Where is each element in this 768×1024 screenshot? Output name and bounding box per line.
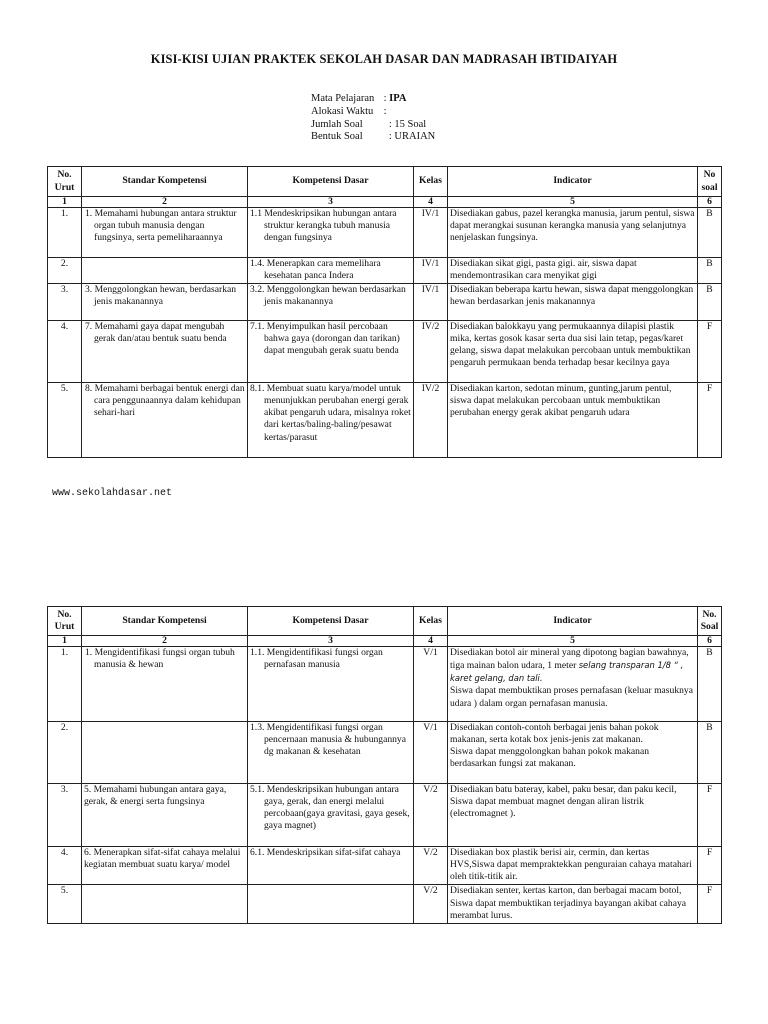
kelas: IV/1 [414, 208, 448, 258]
col-number: 6 [698, 636, 722, 647]
indicator [448, 722, 698, 784]
table-row [48, 784, 722, 847]
indicator: Disediakan beberapa kartu hewan, siswa dapat menggolongkan hewan berdasarkan jenis makanannya [448, 284, 698, 321]
row-number: 2. [48, 722, 82, 784]
table-row [48, 885, 722, 923]
kelas: IV/2 [414, 321, 448, 383]
standar-kompetensi: 1. Memahami hubungan antara struktur organ tubuh manusia dengan fungsinya, serta pemeliharaannya [82, 208, 248, 258]
indicator: Disediakan batu bateray, kabel, paku besar, dan paku kecil, Siswa dapat membuat magnet dengan aliran listrik (electromagnet ). [448, 784, 698, 847]
kelas: IV/1 [414, 258, 448, 284]
indicator: Disediakan balokkayu yang permukaannya dilapisi plastik mika, kertas gosok kasar serta dua sisi lain tetap, pegas/karet gelang, siswa dapat melakukan percobaan untuk membuktikan pengaruh permukaan benda terhadap besar kecilnya gaya [448, 321, 698, 383]
kompetensi-dasar: 1.1 Mendeskripsikan hubungan antara struktur kerangka tubuh manusia dengan fungsinya [248, 208, 414, 258]
indicator: Disediakan karton, sedotan minum, gunting,jarum pentul, siswa dapat melakukan percobaan untuk membuktikan perubahan energy gerak akibat pengaruh udara [448, 383, 698, 458]
table-row [48, 722, 722, 784]
row-number: 1. [48, 208, 82, 258]
indicator: Disediakan senter, kertas karton, dan berbagai macam botol, Siswa dapat membuktikan terjadinya bayangan akibat cahaya merambat lurus. [448, 885, 698, 923]
kelas: V/2 [414, 784, 448, 847]
meta-row-time [311, 106, 435, 119]
col-number: 3 [248, 197, 414, 208]
standar-kompetensi [82, 885, 248, 923]
row-number: 5. [48, 885, 82, 923]
col-number: 4 [414, 197, 448, 208]
standar-kompetensi: 1. Mengidentifikasi fungsi organ tubuh manusia & hewan [82, 647, 248, 722]
meta-row-form [311, 131, 435, 144]
col-header-indicator: Indicator [448, 167, 698, 197]
standar-kompetensi [82, 258, 248, 284]
table-row [48, 258, 722, 284]
soal-type: F [698, 885, 722, 923]
col-header-no: No. Urut [48, 607, 82, 636]
standar-kompetensi: 7. Memahami gaya dapat mengubah gerak dan/atau bentuk suatu benda [82, 321, 248, 383]
standar-kompetensi: 6. Menerapkan sifat-sifat cahaya melalui kegiatan membuat suatu karya/ model [82, 847, 248, 885]
kompetensi-dasar: 7.1. Menyimpulkan hasil percobaan bahwa gaya (dorongan dan tarikan) dapat mengubah gerak suatu benda [248, 321, 414, 383]
standar-kompetensi: 8. Memahami berbagai bentuk energi dan cara penggunaannya dalam kehidupan sehari-hari [82, 383, 248, 458]
standar-kompetensi: 5. Memahami hubungan antara gaya, gerak, & energi serta fungsinya [82, 784, 248, 847]
table-row [48, 847, 722, 885]
meta-label: Mata Pelajaran [311, 93, 375, 104]
kompetensi-dasar: 1.3. Mengidentifikasi fungsi organ pencernaan manusia & hubungannya dg makanan & kesehatan [248, 722, 414, 784]
meta-value: IPA [389, 93, 407, 104]
col-number: 3 [248, 636, 414, 647]
col-header-kd: Kompetensi Dasar [248, 607, 414, 636]
column-number-row [48, 636, 722, 647]
col-header-soal: No. Soal [698, 607, 722, 636]
col-number: 5 [448, 197, 698, 208]
table-row [48, 383, 722, 458]
kelas: V/1 [414, 722, 448, 784]
soal-type: F [698, 784, 722, 847]
soal-type: B [698, 284, 722, 321]
kelas: V/1 [414, 647, 448, 722]
col-header-kelas: Kelas [414, 607, 448, 636]
meta-value: URAIAN [394, 131, 436, 143]
kelas: IV/2 [414, 383, 448, 458]
indicator: Disediakan gabus, pazel kerangka manusia, jarum pentul, siswa dapat merangkai susunan kerangka manusia yang selanjutnya nenjelaskan fungsinya. [448, 208, 698, 258]
handwritten-materials: selang transparan 1/8 “ , karet gelang, dan tali. [450, 660, 684, 684]
grid-table-class5 [47, 606, 722, 924]
kompetensi-dasar: 3.2. Menggolongkan hewan berdasarkan jenis makanannya [248, 284, 414, 321]
standar-kompetensi: 3. Menggolongkan hewan, berdasarkan jenis makanannya [82, 284, 248, 321]
col-header-sk: Standar Kompetensi [82, 167, 248, 197]
document-title: KISI-KISI UJIAN PRAKTEK SEKOLAH DASAR DAN MADRASAH IBTIDAIYAH [150, 52, 618, 66]
table-row [48, 647, 722, 722]
indicator-text: Disediakan botol air mineral yang dipotong bagian bawahnya, tiga mainan balon udara, 1 meter [450, 647, 689, 672]
kelas: V/2 [414, 885, 448, 923]
col-header-indicator: Indicator [448, 607, 698, 636]
col-number: 1 [48, 197, 82, 208]
kompetensi-dasar: 1.4. Menerapkan cara memelihara kesehatan panca Indera [248, 258, 414, 284]
col-number: 1 [48, 636, 82, 647]
col-header-kd: Kompetensi Dasar [248, 167, 414, 197]
meta-sep: : [381, 93, 390, 104]
meta-label: Alokasi Waktu [311, 105, 374, 117]
row-number: 5. [48, 383, 82, 458]
indicator: Disediakan sikat gigi, pasta gigi. air, siswa dapat mendemontrasikan cara menyikat gigi [448, 258, 698, 284]
row-number: 3. [48, 784, 82, 847]
soal-type: F [698, 847, 722, 885]
subject-info [311, 93, 435, 144]
kompetensi-dasar: 5.1. Mendeskripsikan hubungan antara gaya, gerak, dan energi melalui percobaan(gaya gravitasi, gaya gesek, gaya magnet) [248, 784, 414, 847]
kompetensi-dasar [248, 885, 414, 923]
soal-type: B [698, 722, 722, 784]
row-number: 2. [48, 258, 82, 284]
col-header-soal: No soal [698, 167, 722, 197]
col-number: 2 [82, 636, 248, 647]
col-number: 4 [414, 636, 448, 647]
meta-row-subject [311, 93, 435, 106]
indicator [448, 647, 698, 722]
col-header-kelas: Kelas [414, 167, 448, 197]
standar-kompetensi [82, 722, 248, 784]
row-number: 4. [48, 321, 82, 383]
row-number: 4. [48, 847, 82, 885]
meta-sep: : [381, 118, 395, 130]
meta-sep: : [381, 131, 395, 143]
soal-type: B [698, 258, 722, 284]
meta-label: Jumlah Soal [311, 118, 363, 130]
kompetensi-dasar: 8.1. Membuat suatu karya/model untuk menunjukkan perubahan energi gerak akibat pengaruh udara, misalnya roket dari kertas/baling-baling/pesawat kertas/parasut [248, 383, 414, 458]
soal-type: F [698, 321, 722, 383]
meta-label: Bentuk Soal [311, 131, 363, 143]
indicator-text: Disediakan contoh-contoh berbagai jenis bahan pokok makanan, serta kotak box jenis-jenis zat makanan. [450, 722, 659, 746]
kelas: IV/1 [414, 284, 448, 321]
soal-type: F [698, 383, 722, 458]
col-header-sk: Standar Kompetensi [82, 607, 248, 636]
grid-table-class4 [47, 166, 722, 458]
kompetensi-dasar: 1.1. Mengidentifikasi fungsi organ pernafasan manusia [248, 647, 414, 722]
meta-value: 15 Soal [394, 118, 427, 130]
soal-type: B [698, 647, 722, 722]
indicator-text: Siswa dapat membuktikan proses pernafasan (keluar masuknya udara ) dalam organ pernafasan manusia. [450, 685, 693, 709]
kompetensi-dasar: 6.1. Mendeskripsikan sifat-sifat cahaya [248, 847, 414, 885]
meta-sep: : [381, 105, 390, 117]
col-header-no: No. Urut [48, 167, 82, 197]
table-header-row [48, 607, 722, 636]
col-number: 2 [82, 197, 248, 208]
column-number-row [48, 197, 722, 208]
table-row [48, 208, 722, 258]
row-number: 3. [48, 284, 82, 321]
indicator: Disediakan box plastik berisi air, cermin, dan kertas HVS,Siswa dapat mempraktekkan penguraian cahaya matahari oleh titik-titik air. [448, 847, 698, 885]
col-number: 5 [448, 636, 698, 647]
soal-type: B [698, 208, 722, 258]
table-row [48, 321, 722, 383]
indicator-text: Siswa dapat menggolongkan bahan pokok makanan berdasarkan fungsi zat makanan. [450, 746, 650, 770]
table-row [48, 284, 722, 321]
meta-row-count [311, 119, 435, 132]
table-header-row [48, 167, 722, 197]
website-url: www.sekolahdasar.net [52, 488, 173, 499]
row-number: 1. [48, 647, 82, 722]
col-number: 6 [698, 197, 722, 208]
kelas: V/2 [414, 847, 448, 885]
